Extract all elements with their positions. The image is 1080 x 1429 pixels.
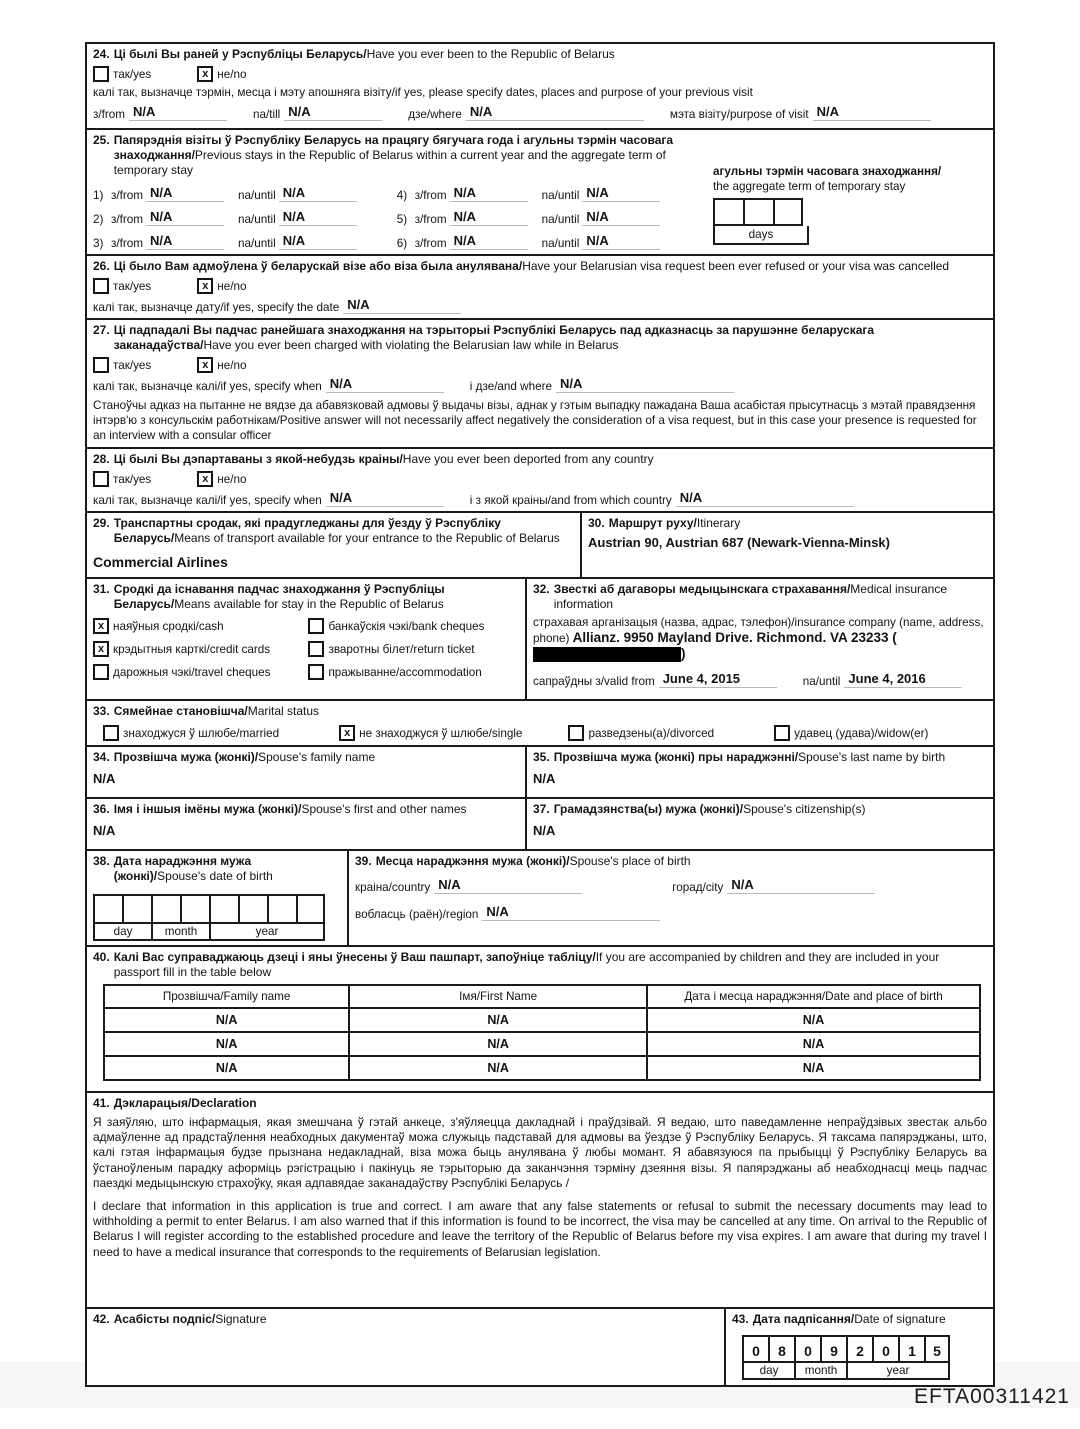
section-number: 33. [93,704,110,718]
where-field[interactable]: N/A [466,104,644,121]
transport-field[interactable]: Commercial Airlines [93,554,228,570]
widow-checkbox[interactable] [774,725,790,741]
section-32-title [533,582,987,612]
yes-checkbox[interactable] [93,471,109,487]
where-label: дзе/where [408,108,462,121]
checkbox-item-single[interactable] [339,725,522,741]
insurance-company-field[interactable]: Allianz. 9950 Mayland Drive. Richmond. VA 23233 () [533,630,897,661]
year-label: year [209,924,325,941]
yes-label: так/yes [113,67,152,81]
widow-label: удавец (удава)/widow(er) [794,726,929,740]
title-by: Ці былі Вы дэпартаваны з якой-небудзь краіны/ [113,452,403,466]
section-33-title [93,704,987,719]
date-digit-cell[interactable]: 0 [742,1335,768,1363]
row-number: 3) [93,237,104,250]
aggregate-label-en: the aggregate term of temporary stay [713,180,906,193]
section-43-title [732,1312,987,1327]
until-label: na/until [541,213,580,226]
date-of-signature-boxes[interactable] [742,1335,950,1380]
until-label: na/until [237,237,276,250]
section-30-itinerary [580,513,993,577]
until-label: na/until [541,189,580,202]
section-25-previous-stays [87,130,993,256]
title-by: Месца нараджэння мужа (жонкі)/ [375,854,570,868]
section-40-title [93,950,987,980]
section-37-title [533,802,987,817]
child1-birth[interactable]: N/A [647,1008,980,1032]
day-label: day [93,924,151,941]
bank-cheques-checkbox[interactable] [308,618,324,634]
purpose-label: мэта візіту/purpose of visit [669,108,809,121]
date-digit-cell[interactable]: 9 [820,1335,846,1363]
title-by: Прозвішча мужа (жонкі)/ [113,750,259,764]
title-en: Have you ever been charged with violating the Belarusian law while in Belarus [203,338,619,352]
children-table [103,984,981,1081]
day-label: day [742,1363,794,1380]
child3-first-name[interactable]: N/A [349,1056,647,1080]
spouse-citizenship-field[interactable]: N/A [533,823,556,838]
section-number: 31. [93,582,110,596]
checkbox-item-cash[interactable] [93,618,270,634]
title-en: Spouse's first and other names [301,802,467,816]
section-number: 40. [93,950,110,964]
yes-checkbox[interactable] [93,66,109,82]
title-en: Have your Belarusian visa request been ever refused or your visa was cancelled [522,259,950,273]
section-36-37-row [87,799,993,851]
return-ticket-checkbox[interactable] [308,641,324,657]
specify-when-label: калі так, вызначце калі/if yes, specify when [93,494,322,507]
bank-cheques-label: банкаўскія чэкі/bank cheques [328,619,485,633]
section-38-39-row [87,851,993,947]
checkbox-item-no[interactable] [197,66,246,82]
stay5-until-field[interactable]: N/A [582,209,660,226]
city-label: горад/city [672,881,724,894]
section-42-signature [87,1309,724,1385]
divorced-checkbox[interactable] [568,725,584,741]
title-en: Spouse's date of birth [157,869,273,883]
title-en: Date of signature [854,1312,946,1326]
checkbox-item-travel-cheques[interactable] [93,664,270,680]
checkbox-item-credit-cards[interactable] [93,641,270,657]
country-field[interactable]: N/A [676,490,854,507]
declaration-text-belarusian: Я заяўляю, што інфармацыя, якая змешчана ў гэтай анкеце, з'яўляецца дакладнай і праўдзівай. Я ведаю, што паведамленне непраўдзівых звестак альбо адмаўленне ад прадстаўлення неабходных дакументаў можа служыць падставай для адмовы ва ўездзе ў Рэспубліку Беларусь. Я таксама папярэджаны, што, калі гэтая інфармацыя будзе прызнана недакладнай, віза можа быць анулявана ў любы момант. Я абавязуюся па прыбыцці ў Рэспубліку Беларусь ва ўстаноўленым парадку аформіць рэгістрацыю і пакінуць яе тэрыторыю да заканчэння тэрміну дзеяння візы. Я папярэджаны аб неабходнасці мець падчас паездкі медыцынскую страхоўку, якая адпавядае заканадаўству Рэспублікі Беларусь / [93,1115,987,1190]
section-31-means [87,579,525,699]
section-number: 36. [93,802,110,816]
where-field[interactable]: N/A [556,376,734,393]
section-27-title [93,323,987,353]
dob-cell[interactable] [151,894,180,924]
year-label: year [846,1363,950,1380]
redacted-phone [533,647,681,662]
child3-family-name[interactable]: N/A [104,1056,349,1080]
credit-cards-label: крэдытныя карткі/credit cards [113,642,271,656]
stay-row-3 [93,233,693,250]
title-en: Marital status [247,704,320,718]
section-35-title [533,750,987,765]
checkbox-item-yes[interactable] [93,66,151,82]
section-35-spouse-birth-name [525,747,993,797]
stay1-from-field[interactable]: N/A [146,185,224,202]
till-field[interactable]: N/A [284,104,382,121]
section-number: 32. [533,582,550,596]
dob-cell[interactable] [122,894,151,924]
section-number: 29. [93,516,110,530]
signature-field[interactable] [93,1329,718,1369]
stay6-from-field[interactable]: N/A [450,233,528,250]
checkbox-item-no[interactable] [197,357,246,373]
section-number: 28. [93,452,110,466]
section-number: 43. [732,1312,749,1326]
from-label: з/from [414,189,447,202]
single-checkbox[interactable]: x [339,725,355,741]
no-checkbox[interactable]: x [197,471,213,487]
valid-until-field[interactable]: June 4, 2016 [844,671,962,688]
section-43-date-of-signature [724,1309,993,1385]
section-34-35-row [87,747,993,799]
title-by: Імя і іншыя імёны мужа (жонкі)/ [113,802,302,816]
checkbox-item-no[interactable] [197,278,246,294]
date-place-birth-header: Дата і месца нараджэння/Date and place of birth [647,985,980,1008]
country-label: краіна/country [355,881,431,894]
row-number: 4) [396,189,408,202]
declaration-text-english: I declare that information in this application is true and correct. I am aware that any false statements or refusal to submit the necessary documents may lead to withholding a permit to enter Belarus. I am also warned that if this information is found to be incorrect, the visa may be cancelled at any time. On arrival to the Republic of Belarus I will register according to the established procedure and leave the territory of the Republic of Belarus before my visa expires. I am aware that during my travel I need to have a medical insurance that corresponds to the requirements of Belarusian legislation. [93,1199,987,1259]
section-number: 35. [533,750,550,764]
dob-cell[interactable] [180,894,209,924]
declaration-title: Дэкларацыя/Declaration [113,1096,257,1110]
section-number: 41. [93,1096,110,1110]
until-label: na/until [237,189,276,202]
from-label: з/from [111,189,143,202]
cash-label: наяўныя сродкі/cash [113,619,224,633]
section-31-title [93,582,519,612]
title-by: Дата падпісання/ [752,1312,855,1326]
section-number: 42. [93,1312,110,1326]
days-cell[interactable] [773,198,803,226]
title-by: Папярэднія візіты ў Рэспубліку Беларусь на працягу бягучага года і агульны тэрмін часовага знаходжання/ [113,133,674,162]
days-cell[interactable] [743,198,773,226]
title-en: Spouse's family name [258,750,376,764]
title-en: Means of transport available for your entrance to the Republic of Belarus [174,531,560,545]
section-32-insurance [525,579,993,699]
title-by: Сродкі да існавання падчас знаходжання ў Рэспубліцы Беларусь/ [113,582,445,611]
cash-checkbox[interactable]: x [93,618,109,634]
date-digit-cell[interactable]: 0 [794,1335,820,1363]
table-row [104,1008,980,1032]
purpose-field[interactable]: N/A [813,104,931,121]
row-number: 1) [93,189,104,202]
row-number: 6) [396,237,408,250]
title-by: Ці былі Вы раней у Рэспубліцы Беларусь/ [113,47,367,61]
itinerary-field[interactable]: Austrian 90, Austrian 687 (Newark-Vienna-Minsk) [588,535,890,550]
title-by: Сямейнае становішча/ [113,704,248,718]
married-checkbox[interactable] [103,725,119,741]
and-where-label: і дзе/and where [469,380,553,393]
section-24-previous-visits [87,44,993,130]
no-label: не/no [217,67,247,81]
section-27-charged-violating-law [87,320,993,449]
checkbox-item-return-ticket[interactable] [308,641,484,657]
yes-checkbox[interactable] [93,357,109,373]
valid-from-field[interactable]: June 4, 2015 [659,671,777,688]
section-39-spouse-birthplace [347,851,993,945]
document-reference-code: EFTA00311421 [914,1385,1070,1408]
travel-cheques-label: дарожныя чэкі/travel cheques [113,665,271,679]
divorced-label: разведзены(а)/divorced [588,726,715,740]
stay-row-2 [93,209,693,226]
till-label: na/till [252,108,281,121]
section-37-spouse-citizenship [525,799,993,849]
stay4-until-field[interactable]: N/A [582,185,660,202]
from-label: з/from [111,237,143,250]
spouse-birth-name-field[interactable]: N/A [533,771,556,786]
spouse-dob-boxes[interactable] [93,894,325,941]
stay2-until-field[interactable]: N/A [279,209,357,226]
specify-when-label: калі так, вызначце калі/if yes, specify when [93,380,322,393]
section-29-transport [87,513,580,577]
birth-region-field[interactable]: N/A [482,904,660,921]
section-number: 38. [93,854,110,868]
title-en: Spouse's place of birth [569,854,691,868]
if-yes-instruction: калі так, вызначце тэрмін, месца і мэту апошняга візіту/if yes, please specify dates, places and purpose of your previous visit [93,86,753,99]
title-by: Транспартны сродак, які прадугледжаны для ўезду ў Рэспубліку Беларусь/ [113,516,501,545]
child1-first-name[interactable]: N/A [349,1008,647,1032]
checkbox-item-divorced[interactable] [568,725,714,741]
spouse-family-name-field[interactable]: N/A [93,771,116,786]
section-number: 30. [588,516,605,530]
stay2-from-field[interactable]: N/A [146,209,224,226]
dob-cell[interactable] [238,894,267,924]
row-number: 5) [396,213,408,226]
spouse-first-names-field[interactable]: N/A [93,823,116,838]
section-28-title [93,452,987,467]
title-by: Калі Вас суправаджаюць дзеці і яны ўнесены ў Ваш пашпарт, запоўніце табліцу/ [113,950,596,964]
married-label: знаходжуся ў шлюбе/married [123,726,280,740]
section-number: 37. [533,802,550,816]
title-by: Звесткі аб дагаворы медыцынскага страхавання/ [553,582,851,596]
aggregate-term-block [713,164,983,245]
child2-family-name[interactable]: N/A [104,1032,349,1056]
no-checkbox[interactable]: x [197,66,213,82]
travel-cheques-checkbox[interactable] [93,664,109,680]
title-en: Previous stays in the Republic of Belarus within a current year and the aggregate term of temporary stay [113,148,666,177]
checkbox-item-yes[interactable] [93,278,151,294]
from-which-country-label: і з якой краіны/and from which country [469,494,672,507]
from-label: з/from [93,108,125,121]
checkbox-item-accommodation[interactable] [308,664,484,680]
from-label: з/from [414,213,447,226]
title-en: Signature [215,1312,267,1326]
title-by: Ці было Вам адмоўлена ў беларускай візе або віза была анулявана/ [113,259,523,273]
dob-cell[interactable] [93,894,122,924]
title-en: Spouse's citizenship(s) [743,802,866,816]
title-by: Дата нараджэння мужа (жонкі)/ [113,854,252,883]
yes-label: так/yes [113,472,152,486]
date-digit-cell[interactable]: 0 [872,1335,898,1363]
no-label: не/no [217,472,247,486]
section-36-spouse-first-names [87,799,525,849]
aggregate-label-by: агульны тэрмін часовага знаходжання/ [713,165,942,178]
title-by: Ці падпадалі Вы падчас ранейшага знаходжання на тэрыторыі Рэспублікі Беларусь пад адказнасць за парушэнне беларускага заканадаўства/ [113,323,875,352]
child1-family-name[interactable]: N/A [104,1008,349,1032]
section-number: 27. [93,323,110,337]
section-number: 25. [93,133,110,147]
until-label: na/until [237,213,276,226]
aggregate-days-cells[interactable] [713,198,983,226]
region-label: вобласць (раён)/region [355,908,479,921]
no-label: не/no [217,279,247,293]
from-label: з/from [111,213,143,226]
no-label: не/no [217,358,247,372]
stay6-until-field[interactable]: N/A [582,233,660,250]
section-number: 34. [93,750,110,764]
section-36-title [93,802,519,817]
children-table-header [104,985,980,1008]
title-by: Грамадзянства(ы) мужа (жонкі)/ [553,802,744,816]
section-40-children [87,947,993,1093]
from-label: з/from [414,237,447,250]
stay3-from-field[interactable]: N/A [146,233,224,250]
birth-city-field[interactable]: N/A [727,877,875,894]
first-name-header: Імя/First Name [349,985,647,1008]
section-42-title [93,1312,718,1327]
single-label: не знаходжуся ў шлюбе/single [359,726,523,740]
stay-row-1 [93,185,693,202]
section-42-43-row [87,1309,993,1385]
days-cell[interactable] [713,198,743,226]
date-digit-cell[interactable]: 2 [846,1335,872,1363]
child2-birth[interactable]: N/A [647,1032,980,1056]
title-en: Have you ever been to the Republic of Belarus [366,47,615,61]
checkbox-item-widow[interactable] [774,725,928,741]
stay1-until-field[interactable]: N/A [279,185,357,202]
section-39-title [355,854,987,869]
stay5-from-field[interactable]: N/A [450,209,528,226]
section-29-30-row [87,513,993,579]
from-field[interactable]: N/A [129,104,227,121]
section-41-declaration [87,1093,993,1309]
section-38-spouse-dob [87,851,347,945]
child2-first-name[interactable]: N/A [349,1032,647,1056]
refusal-date-field[interactable]: N/A [343,297,461,314]
section-26-title [93,259,987,274]
title-en: Itinerary [696,516,741,530]
title-en: If you are accompanied by children and they are included in your passport fill in the table below [113,950,940,979]
row-number: 2) [93,213,104,226]
section-38-title [93,854,341,884]
stay3-until-field[interactable]: N/A [279,233,357,250]
checkbox-item-bank-cheques[interactable] [308,618,484,634]
credit-cards-checkbox[interactable]: x [93,641,109,657]
title-en: Spouse's last name by birth [798,750,946,764]
section-28-deported [87,449,993,513]
family-name-header: Прозвішча/Family name [104,985,349,1008]
table-row [104,1056,980,1080]
section-34-spouse-family-name [87,747,525,797]
month-label: month [794,1363,846,1380]
no-checkbox[interactable]: x [197,278,213,294]
days-label: days [713,226,809,245]
section-30-title [588,516,987,531]
table-row [104,1032,980,1056]
title-by: Прозвішча мужа (жонкі) пры нараджэнні/ [553,750,799,764]
yes-checkbox[interactable] [93,278,109,294]
month-label: month [151,924,209,941]
dob-cell[interactable] [296,894,325,924]
accommodation-checkbox[interactable] [308,664,324,680]
birth-country-field[interactable]: N/A [434,877,582,894]
date-digit-cell[interactable]: 1 [898,1335,924,1363]
yes-label: так/yes [113,279,152,293]
stay4-from-field[interactable]: N/A [450,185,528,202]
checkbox-item-yes[interactable] [93,357,151,373]
specify-date-label: калі так, вызначце дату/if yes, specify the date [93,301,340,314]
accommodation-label: пражыванне/accommodation [328,665,482,679]
title-by: Маршрут руху/ [608,516,697,530]
section-number: 26. [93,259,110,273]
section-41-title [93,1096,987,1111]
no-checkbox[interactable]: x [197,357,213,373]
return-ticket-label: зваротны білет/return ticket [328,642,475,656]
visa-application-form [85,42,995,1387]
title-by: Асабісты подпіс/ [113,1312,216,1326]
checkbox-item-no[interactable] [197,471,246,487]
title-en: Means available for stay in the Republic of Belarus [174,597,444,611]
until-label: na/until [541,237,580,250]
date-digit-cell[interactable]: 5 [924,1335,950,1363]
section-26-visa-refused [87,256,993,320]
section-34-title [93,750,519,765]
section-number: 24. [93,47,110,61]
valid-until-label: na/until [802,675,841,688]
dob-cell[interactable] [209,894,238,924]
child3-birth[interactable]: N/A [647,1056,980,1080]
when-field[interactable]: N/A [326,376,444,393]
section-31-32-row [87,579,993,701]
when-field[interactable]: N/A [326,490,444,507]
checkbox-item-yes[interactable] [93,471,151,487]
section-33-marital-status [87,701,993,747]
title-en: Have you ever been deported from any country [402,452,654,466]
yes-label: так/yes [113,358,152,372]
valid-from-label: сапраўдны з/valid from [533,675,655,688]
insurance-company-label: страхавая арганізацыя (назва, адрас, тэлефон)/insurance company (name, address, phone) [533,616,984,645]
title-en: Medical insurance information [553,582,948,611]
dob-cell[interactable] [267,894,296,924]
section-25-title [93,133,693,178]
section-24-title [93,47,987,62]
section-29-title [93,516,574,546]
date-digit-cell[interactable]: 8 [768,1335,794,1363]
positive-answer-note: Станоўчы адказ на пытанне не вядзе да абавязковай адмовы ў выдачы візы, аднак у гэтым выпадку пажадана Ваша асабістая прысутнасць з мэтай правядзення інтэрв'ю з консульскім работнікам/Positive answer will not necessarily affect negatively the consideration of a visa request, but in this case your presence is requested for an interview with a consular officer [93,399,977,442]
checkbox-item-married[interactable] [103,725,279,741]
section-number: 39. [355,854,372,868]
